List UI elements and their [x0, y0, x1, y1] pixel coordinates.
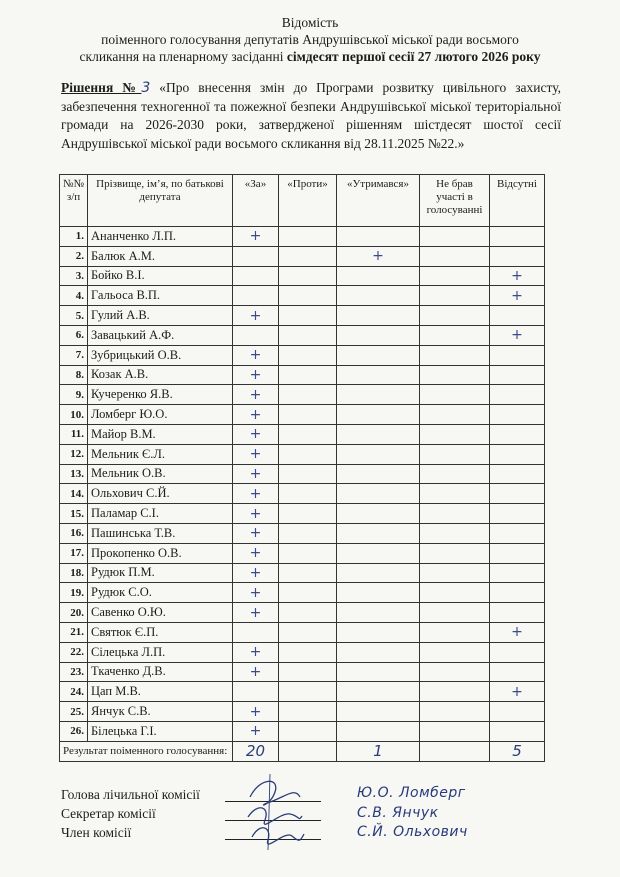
deputy-name: Прокопенко О.В.	[88, 543, 233, 563]
deputy-name: Ткаченко Д.В.	[88, 662, 233, 682]
secretary-label: Секретар комісії	[61, 806, 156, 821]
vote-vidsutni	[490, 405, 545, 425]
row-number: 15.	[60, 504, 88, 524]
vote-za	[233, 682, 279, 702]
deputy-name: Гулий А.В.	[88, 306, 233, 326]
table-row	[60, 702, 545, 722]
row-number: 10.	[60, 405, 88, 425]
vote-vidsutni	[490, 484, 545, 504]
vote-proty	[279, 702, 337, 722]
session-prefix: скликання на пленарному засіданні	[79, 49, 287, 64]
header-name: Прізвище, ім’я, по батькові депутата	[88, 175, 233, 227]
vote-ne-brav	[420, 682, 490, 702]
row-number: 24.	[60, 682, 88, 702]
deputy-name: Рудюк П.М.	[88, 563, 233, 583]
vote-ne-brav	[420, 444, 490, 464]
vote-vidsutni: +	[490, 325, 545, 345]
vote-utrymavsia	[337, 325, 420, 345]
table-row	[60, 266, 545, 286]
row-number: 14.	[60, 484, 88, 504]
vote-ne-brav	[420, 405, 490, 425]
deputy-name: Зубрицький О.В.	[88, 345, 233, 365]
vote-utrymavsia	[337, 622, 420, 642]
vote-utrymavsia	[337, 603, 420, 623]
vote-za: +	[233, 306, 279, 326]
vote-utrymavsia	[337, 642, 420, 662]
decision-number: 3	[141, 80, 151, 96]
row-number: 20.	[60, 603, 88, 623]
chair-name: Ю.О. Ломберг	[357, 785, 466, 801]
session-date: сімдесят першої сесії 27 лютого 2026 року	[286, 49, 541, 64]
vote-za: +	[233, 345, 279, 365]
vote-vidsutni	[490, 444, 545, 464]
row-number: 18.	[60, 563, 88, 583]
vote-ne-brav	[420, 266, 490, 286]
table-row	[60, 286, 545, 306]
vote-vidsutni	[490, 345, 545, 365]
vote-ne-brav	[420, 464, 490, 484]
decision-paragraph	[61, 79, 561, 153]
deputy-name: Бойко В.І.	[88, 266, 233, 286]
vote-ne-brav	[420, 702, 490, 722]
table-row	[60, 345, 545, 365]
table-row	[60, 543, 545, 563]
vote-vidsutni: +	[490, 286, 545, 306]
vote-ne-brav	[420, 286, 490, 306]
vote-vidsutni	[490, 662, 545, 682]
result-vidsutni: 5	[490, 741, 545, 761]
row-number: 5.	[60, 306, 88, 326]
vote-proty	[279, 662, 337, 682]
deputy-name: Рудюк С.О.	[88, 583, 233, 603]
vote-vidsutni	[490, 583, 545, 603]
table-row	[60, 365, 545, 385]
deputy-name: Сілецька Л.П.	[88, 642, 233, 662]
vote-proty	[279, 563, 337, 583]
header-ne-brav: Не брав участі в голосуванні	[420, 175, 490, 227]
vote-proty	[279, 603, 337, 623]
decision-label: Рішення №	[61, 80, 142, 95]
deputy-name: Балюк А.М.	[88, 246, 233, 266]
deputy-name: Ананченко Л.П.	[88, 227, 233, 247]
vote-proty	[279, 642, 337, 662]
vote-vidsutni	[490, 523, 545, 543]
vote-vidsutni	[490, 702, 545, 722]
vote-ne-brav	[420, 504, 490, 524]
vote-utrymavsia	[337, 345, 420, 365]
member-label: Член комісії	[61, 825, 132, 840]
result-proty	[279, 741, 337, 761]
session-line	[0, 48, 620, 65]
row-number: 21.	[60, 622, 88, 642]
vote-za: +	[233, 662, 279, 682]
deputy-name: Кучеренко Я.В.	[88, 385, 233, 405]
deputy-name: Янчук С.В.	[88, 702, 233, 722]
vote-utrymavsia	[337, 682, 420, 702]
vote-za	[233, 325, 279, 345]
vote-proty	[279, 523, 337, 543]
vote-proty	[279, 484, 337, 504]
vote-utrymavsia	[337, 523, 420, 543]
vote-za	[233, 286, 279, 306]
vote-za	[233, 246, 279, 266]
vote-utrymavsia	[337, 484, 420, 504]
table-row	[60, 682, 545, 702]
vote-proty	[279, 504, 337, 524]
vote-za: +	[233, 405, 279, 425]
deputy-name: Ломберг Ю.О.	[88, 405, 233, 425]
deputy-name: Білецька Г.І.	[88, 721, 233, 741]
vote-za: +	[233, 227, 279, 247]
deputy-name: Пашинська Т.В.	[88, 523, 233, 543]
vote-za: +	[233, 523, 279, 543]
vote-vidsutni	[490, 543, 545, 563]
vote-za	[233, 622, 279, 642]
table-row	[60, 662, 545, 682]
vote-vidsutni: +	[490, 622, 545, 642]
row-number: 13.	[60, 464, 88, 484]
vote-utrymavsia	[337, 563, 420, 583]
vote-za: +	[233, 365, 279, 385]
row-number: 16.	[60, 523, 88, 543]
vote-vidsutni	[490, 365, 545, 385]
vote-ne-brav	[420, 543, 490, 563]
vote-ne-brav	[420, 484, 490, 504]
vote-utrymavsia	[337, 424, 420, 444]
vote-proty	[279, 583, 337, 603]
secretary-name: С.В. Янчук	[357, 805, 439, 821]
row-number: 1.	[60, 227, 88, 247]
vote-proty	[279, 266, 337, 286]
vote-za: +	[233, 504, 279, 524]
vote-proty	[279, 345, 337, 365]
row-number: 17.	[60, 543, 88, 563]
vote-za: +	[233, 563, 279, 583]
deputy-name: Святюк Є.П.	[88, 622, 233, 642]
table-row	[60, 622, 545, 642]
vote-utrymavsia	[337, 583, 420, 603]
result-row	[60, 741, 545, 761]
member-name: С.Й. Ольхович	[357, 824, 468, 840]
deputy-name: Гальоса В.П.	[88, 286, 233, 306]
table-row	[60, 325, 545, 345]
vote-proty	[279, 286, 337, 306]
vote-vidsutni	[490, 504, 545, 524]
vote-ne-brav	[420, 424, 490, 444]
header-vidsutni: Відсутні	[490, 175, 545, 227]
table-row	[60, 583, 545, 603]
vote-ne-brav	[420, 721, 490, 741]
deputy-name: Козак А.В.	[88, 365, 233, 385]
vote-za: +	[233, 583, 279, 603]
deputy-name: Савенко О.Ю.	[88, 603, 233, 623]
vote-za: +	[233, 721, 279, 741]
doc-subtitle: поіменного голосування депутатів Андрушівської міської ради восьмого	[101, 32, 519, 47]
vote-za: +	[233, 642, 279, 662]
vote-ne-brav	[420, 523, 490, 543]
doc-title: Відомість	[281, 15, 339, 30]
deputy-name: Майор В.М.	[88, 424, 233, 444]
vote-za: +	[233, 484, 279, 504]
vote-ne-brav	[420, 227, 490, 247]
vote-za: +	[233, 385, 279, 405]
vote-vidsutni	[490, 424, 545, 444]
vote-proty	[279, 405, 337, 425]
vote-za: +	[233, 424, 279, 444]
vote-vidsutni: +	[490, 682, 545, 702]
vote-utrymavsia	[337, 543, 420, 563]
row-number: 25.	[60, 702, 88, 722]
vote-proty	[279, 721, 337, 741]
vote-utrymavsia	[337, 365, 420, 385]
vote-proty	[279, 246, 337, 266]
row-number: 3.	[60, 266, 88, 286]
vote-utrymavsia	[337, 464, 420, 484]
header-za: «За»	[233, 175, 279, 227]
vote-utrymavsia	[337, 227, 420, 247]
vote-proty	[279, 306, 337, 326]
result-ne-brav	[420, 741, 490, 761]
vote-proty	[279, 444, 337, 464]
deputy-name: Мельник О.В.	[88, 464, 233, 484]
vote-za: +	[233, 464, 279, 484]
deputy-name: Мельник Є.Л.	[88, 444, 233, 464]
row-number: 2.	[60, 246, 88, 266]
table-row	[60, 642, 545, 662]
vote-ne-brav	[420, 622, 490, 642]
vote-table	[59, 174, 545, 762]
table-row	[60, 563, 545, 583]
table-row	[60, 603, 545, 623]
vote-ne-brav	[420, 385, 490, 405]
vote-proty	[279, 424, 337, 444]
result-utrymavsia: 1	[337, 741, 420, 761]
vote-utrymavsia	[337, 385, 420, 405]
vote-vidsutni	[490, 246, 545, 266]
row-number: 26.	[60, 721, 88, 741]
table-row	[60, 721, 545, 741]
table-row	[60, 405, 545, 425]
vote-ne-brav	[420, 345, 490, 365]
table-row	[60, 227, 545, 247]
vote-za: +	[233, 702, 279, 722]
vote-proty	[279, 385, 337, 405]
vote-ne-brav	[420, 603, 490, 623]
vote-proty	[279, 543, 337, 563]
vote-za: +	[233, 444, 279, 464]
row-number: 4.	[60, 286, 88, 306]
vote-ne-brav	[420, 662, 490, 682]
vote-proty	[279, 464, 337, 484]
vote-proty	[279, 365, 337, 385]
table-row	[60, 523, 545, 543]
vote-vidsutni	[490, 227, 545, 247]
vote-proty	[279, 227, 337, 247]
header-num: №№ з/п	[60, 175, 88, 227]
row-number: 19.	[60, 583, 88, 603]
vote-utrymavsia	[337, 504, 420, 524]
vote-ne-brav	[420, 365, 490, 385]
row-number: 7.	[60, 345, 88, 365]
row-number: 9.	[60, 385, 88, 405]
vote-vidsutni	[490, 306, 545, 326]
vote-utrymavsia	[337, 721, 420, 741]
handwritten-signatures	[240, 772, 310, 852]
deputy-name: Паламар С.І.	[88, 504, 233, 524]
vote-ne-brav	[420, 563, 490, 583]
deputy-name: Цап М.В.	[88, 682, 233, 702]
vote-ne-brav	[420, 642, 490, 662]
vote-ne-brav	[420, 325, 490, 345]
vote-utrymavsia	[337, 662, 420, 682]
vote-utrymavsia	[337, 306, 420, 326]
row-number: 12.	[60, 444, 88, 464]
row-number: 11.	[60, 424, 88, 444]
table-row	[60, 504, 545, 524]
table-row	[60, 444, 545, 464]
vote-utrymavsia	[337, 702, 420, 722]
row-number: 23.	[60, 662, 88, 682]
deputy-name: Ольхович С.Й.	[88, 484, 233, 504]
result-label: Результат поіменного голосування:	[60, 741, 233, 761]
row-number: 8.	[60, 365, 88, 385]
vote-vidsutni	[490, 642, 545, 662]
vote-za	[233, 266, 279, 286]
deputy-name: Завацький А.Ф.	[88, 325, 233, 345]
table-row	[60, 464, 545, 484]
row-number: 22.	[60, 642, 88, 662]
chair-label: Голова лічильної комісії	[61, 787, 200, 802]
vote-vidsutni	[490, 385, 545, 405]
row-number: 6.	[60, 325, 88, 345]
vote-vidsutni	[490, 464, 545, 484]
vote-proty	[279, 682, 337, 702]
vote-ne-brav	[420, 583, 490, 603]
table-row	[60, 246, 545, 266]
vote-vidsutni	[490, 563, 545, 583]
table-row	[60, 424, 545, 444]
table-row	[60, 484, 545, 504]
vote-za: +	[233, 603, 279, 623]
table-row	[60, 306, 545, 326]
vote-ne-brav	[420, 306, 490, 326]
vote-utrymavsia	[337, 266, 420, 286]
vote-utrymavsia	[337, 444, 420, 464]
header-utrymavsia: «Утримався»	[337, 175, 420, 227]
table-row	[60, 385, 545, 405]
vote-vidsutni	[490, 721, 545, 741]
vote-utrymavsia	[337, 405, 420, 425]
vote-utrymavsia: +	[337, 246, 420, 266]
vote-za: +	[233, 543, 279, 563]
vote-proty	[279, 325, 337, 345]
table-header-row	[60, 175, 545, 227]
vote-utrymavsia	[337, 286, 420, 306]
header-proty: «Проти»	[279, 175, 337, 227]
vote-ne-brav	[420, 246, 490, 266]
vote-vidsutni	[490, 603, 545, 623]
result-za: 20	[233, 741, 279, 761]
vote-vidsutni: +	[490, 266, 545, 286]
vote-proty	[279, 622, 337, 642]
decision-text: «Про внесення змін до Програми розвитку цивільного захисту, забезпечення техногенної та пожежної безпеки Андрушівської міської територіальної громади на 2026-2030 роки, затвердженої рішенням шістдесят шостої сесії Андрушівської міської ради восьмого скликання від 28.11.2025 №22.»	[61, 80, 562, 151]
